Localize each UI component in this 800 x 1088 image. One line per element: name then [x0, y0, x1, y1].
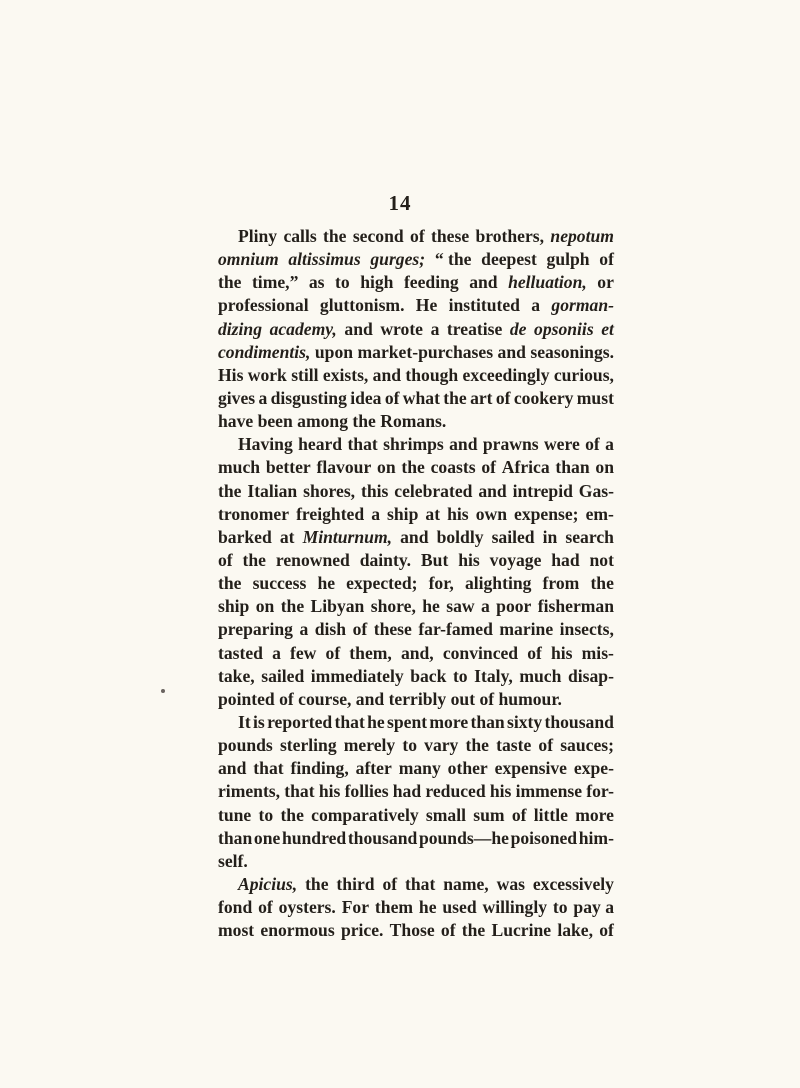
word: that	[253, 758, 284, 779]
word: as	[308, 272, 325, 293]
word: them	[374, 897, 414, 918]
text-line	[218, 387, 614, 410]
word: immense	[515, 781, 583, 802]
word: upon	[314, 341, 354, 362]
word: of	[440, 920, 456, 941]
word: of	[511, 804, 527, 825]
word: thousand	[347, 827, 418, 848]
word: He	[415, 295, 438, 316]
word: Italy,	[474, 665, 513, 686]
text-line	[218, 225, 614, 248]
word: gulph	[546, 249, 590, 270]
text-line	[218, 780, 614, 803]
word: and	[449, 434, 478, 455]
italic-word: et	[601, 318, 614, 339]
word: the	[280, 596, 305, 617]
word: curious,	[553, 364, 614, 385]
word: a	[258, 387, 268, 408]
word: sailed	[261, 665, 305, 686]
word: a	[480, 596, 490, 617]
word: convinced	[442, 642, 519, 663]
word: time,”	[251, 272, 299, 293]
word: sauces;	[560, 735, 614, 756]
word: him-	[578, 827, 614, 848]
word: his	[318, 781, 341, 802]
word: his	[447, 503, 469, 524]
word: vary	[424, 735, 459, 756]
word: that	[347, 434, 378, 455]
word: saw	[446, 596, 475, 617]
word: and	[478, 480, 507, 501]
word: though	[405, 364, 459, 385]
italic-word: gorman-	[551, 295, 614, 316]
word: Lucrine	[491, 920, 552, 941]
word: were	[543, 434, 580, 455]
word: dish	[314, 619, 347, 640]
word: own	[475, 503, 507, 524]
text-line	[218, 711, 614, 734]
word: sailed	[491, 526, 535, 547]
word: he	[317, 573, 336, 594]
italic-word: omnium	[218, 249, 279, 270]
word: intrepid	[512, 480, 573, 501]
word: he	[418, 897, 437, 918]
word: riments,	[218, 781, 281, 802]
word: shrimps	[383, 434, 444, 455]
word: far-famed	[418, 619, 493, 640]
word: the	[461, 920, 486, 941]
word: and	[497, 341, 526, 362]
word: marine	[499, 619, 554, 640]
text-line	[218, 549, 614, 572]
text-line	[218, 503, 614, 526]
text-line	[218, 642, 614, 665]
word: exceedingly	[462, 364, 550, 385]
word: sterling	[279, 735, 337, 756]
word: the	[305, 873, 329, 894]
word: a	[371, 503, 380, 524]
word: spent	[387, 711, 428, 732]
text-line	[218, 410, 614, 433]
word: merely	[343, 735, 396, 756]
word: Pliny	[238, 226, 278, 246]
word: to	[258, 804, 274, 825]
word: follies	[344, 781, 389, 802]
word: Having	[238, 434, 293, 455]
text-line	[218, 248, 614, 271]
italic-word: de	[509, 318, 527, 339]
word: sum	[473, 804, 505, 825]
word: fond	[218, 897, 253, 918]
word: sixty	[507, 711, 543, 732]
word: mis-	[581, 642, 614, 663]
italic-word: academy,	[269, 318, 337, 339]
text-line	[218, 873, 614, 896]
word: wrote	[380, 318, 423, 339]
word: price.	[340, 920, 384, 941]
word: self.	[218, 850, 248, 871]
word: gives	[218, 387, 256, 408]
word: to	[452, 665, 468, 686]
word: of	[325, 642, 341, 663]
text-line	[218, 318, 614, 341]
word: than	[555, 457, 590, 478]
word: the	[443, 387, 467, 408]
word: tasted	[218, 642, 263, 663]
word: Italian	[247, 480, 298, 501]
word: of	[495, 387, 511, 408]
text-line	[218, 271, 614, 294]
word: a	[272, 642, 281, 663]
word: from	[542, 573, 580, 594]
word: alighting	[464, 573, 532, 594]
word: he	[422, 596, 440, 617]
word: brothers,	[475, 226, 545, 246]
word: exists,	[322, 364, 369, 385]
italic-word: helluation,	[508, 272, 587, 293]
word: much	[218, 457, 261, 478]
word: a	[299, 619, 309, 640]
text-line	[218, 919, 614, 942]
word: willingly	[482, 897, 548, 918]
word: seasonings.	[530, 341, 614, 362]
word: Libyan	[310, 596, 365, 617]
word: pay a	[573, 897, 614, 918]
word: in	[542, 526, 558, 547]
word: tune	[218, 804, 252, 825]
word: little	[533, 804, 568, 825]
text-line	[218, 804, 614, 827]
text-line	[218, 294, 614, 317]
word: a	[531, 295, 541, 316]
italic-word: Apicius,	[238, 873, 298, 894]
word: and	[469, 272, 498, 293]
italic-word: nepotum	[550, 226, 614, 246]
word: them,	[349, 642, 392, 663]
word: enormous	[260, 920, 335, 941]
word: preparing	[218, 619, 293, 640]
word: name,	[443, 873, 489, 894]
word: of	[382, 873, 398, 894]
margin-speck	[161, 689, 165, 693]
word: the	[218, 272, 242, 293]
word: lake,	[557, 920, 594, 941]
word: second	[352, 226, 404, 246]
text-line	[218, 526, 614, 549]
word: these	[373, 619, 412, 640]
word: that	[334, 711, 365, 732]
word: than	[470, 711, 505, 732]
word: at	[425, 503, 441, 524]
word: of	[599, 249, 614, 270]
word: must	[576, 387, 614, 408]
word: reduced	[425, 781, 486, 802]
word: treatise	[446, 318, 503, 339]
text-line	[218, 595, 614, 618]
word: expense;	[514, 503, 579, 524]
word: renowned	[275, 549, 350, 570]
word: small	[425, 804, 466, 825]
word: what	[402, 387, 440, 408]
word: the	[590, 573, 614, 594]
word: or	[597, 272, 614, 293]
text-line	[218, 896, 614, 919]
word: of	[384, 387, 400, 408]
word: a	[430, 318, 440, 339]
word: em-	[585, 503, 614, 524]
word: barked	[218, 526, 272, 547]
word: celebrated	[394, 480, 473, 501]
word: for-	[586, 781, 614, 802]
word: the	[218, 573, 242, 594]
word: back	[410, 665, 447, 686]
word: and	[400, 526, 429, 547]
word: his	[458, 549, 480, 570]
word: voyage	[489, 549, 542, 570]
word: His	[218, 364, 244, 385]
italic-word: dizing	[218, 318, 263, 339]
word: thousand	[544, 711, 614, 732]
word: deepest	[481, 249, 537, 270]
word: gluttonism.	[319, 295, 405, 316]
word: for,	[428, 573, 454, 594]
word: Those	[389, 920, 435, 941]
text-line	[218, 827, 614, 850]
word: Africa	[501, 457, 550, 478]
word: one	[253, 827, 281, 848]
word: pounds—he	[418, 827, 509, 848]
word: Gas-	[578, 480, 614, 501]
word: many	[398, 758, 441, 779]
word: oysters.	[278, 897, 336, 918]
word: was	[496, 873, 525, 894]
word: instituted	[448, 295, 520, 316]
word: shores,	[303, 480, 356, 501]
word: of	[410, 226, 425, 246]
word: poor	[496, 596, 532, 617]
word: poisoned	[510, 827, 578, 848]
word: of	[527, 642, 542, 663]
word: coasts	[430, 457, 476, 478]
word: cookery	[513, 387, 574, 408]
word: taste	[496, 735, 532, 756]
word: of	[481, 457, 496, 478]
word: used	[442, 897, 477, 918]
text-line	[218, 665, 614, 688]
word: have been among the Romans.	[218, 411, 447, 432]
word: to	[335, 272, 350, 293]
word: high	[360, 272, 394, 293]
text-line	[218, 850, 614, 873]
word: after	[355, 758, 392, 779]
word: on	[255, 596, 275, 617]
word: of	[599, 920, 614, 941]
word: other	[447, 758, 488, 779]
text-line	[218, 341, 614, 364]
word: immediately	[310, 665, 404, 686]
word: heard	[298, 434, 343, 455]
word: to	[552, 897, 568, 918]
text-line	[218, 618, 614, 641]
word: success	[252, 573, 307, 594]
word: his	[551, 642, 573, 663]
word: at	[279, 526, 295, 547]
text-line	[218, 688, 614, 711]
word: tronomer	[218, 503, 290, 524]
word: excessively	[532, 873, 614, 894]
word: fisherman	[537, 596, 614, 617]
word: feeding	[403, 272, 459, 293]
word: than	[218, 827, 253, 848]
word: prawns	[482, 434, 539, 455]
word: freighted	[296, 503, 365, 524]
word: expensive	[494, 758, 567, 779]
word: pointed of course, and terribly out of humour.	[218, 688, 562, 709]
word: few	[290, 642, 317, 663]
word: professional	[218, 295, 309, 316]
word: expected;	[346, 573, 418, 594]
word: ship	[218, 596, 250, 617]
text-line	[218, 480, 614, 503]
word: that	[405, 873, 436, 894]
word: insects,	[559, 619, 614, 640]
word: he	[367, 711, 385, 732]
italic-word: condimentis,	[218, 341, 311, 362]
word: most	[218, 920, 255, 941]
word: this	[360, 480, 389, 501]
word: expe-	[573, 758, 614, 779]
word: reported	[267, 711, 333, 732]
word: the	[280, 804, 304, 825]
word: on	[595, 457, 614, 478]
word: pounds	[218, 735, 273, 756]
word: a	[605, 434, 614, 455]
word: these	[431, 226, 470, 246]
word: that	[284, 781, 315, 802]
word: ship	[387, 503, 419, 524]
word: better	[265, 457, 311, 478]
word: shore,	[370, 596, 416, 617]
word: the	[242, 549, 266, 570]
word: more	[429, 711, 469, 732]
word: search	[565, 526, 614, 547]
italic-word: altissimus	[288, 249, 361, 270]
word: more	[575, 804, 614, 825]
word: to	[402, 735, 418, 756]
text-line	[218, 364, 614, 387]
word: the	[323, 226, 347, 246]
italic-word: Minturnum,	[302, 526, 393, 547]
word: the	[401, 457, 425, 478]
text-line	[218, 433, 614, 456]
word: third	[336, 873, 375, 894]
word: of	[538, 735, 554, 756]
word: and,	[400, 642, 434, 663]
word: market-purchases	[357, 341, 494, 362]
word: dainty.	[359, 549, 412, 570]
word: But	[420, 549, 449, 570]
word: much	[519, 665, 562, 686]
word: on	[377, 457, 396, 478]
word: is	[253, 711, 265, 732]
text-line	[218, 734, 614, 757]
word: comparatively	[311, 804, 419, 825]
text-line	[218, 757, 614, 780]
italic-word: gurges;	[370, 249, 426, 270]
word: and	[218, 758, 247, 779]
word: calls	[283, 226, 317, 246]
word: his	[489, 781, 512, 802]
word: hundred	[281, 827, 347, 848]
word: had	[551, 549, 580, 570]
word: the	[218, 480, 242, 501]
word: and	[344, 318, 373, 339]
word: disgusting	[270, 387, 347, 408]
word: still	[291, 364, 319, 385]
word: of	[585, 434, 600, 455]
word: art	[470, 387, 493, 408]
word: idea	[350, 387, 382, 408]
word: disap-	[567, 665, 614, 686]
word: and	[372, 364, 402, 385]
page-number: 14	[388, 191, 412, 215]
word: “ the	[434, 249, 472, 270]
italic-word: opsoniis	[534, 318, 594, 339]
word: had	[392, 781, 422, 802]
word: of	[258, 897, 273, 918]
word: the	[465, 735, 489, 756]
word: of	[352, 619, 368, 640]
word: finding,	[290, 758, 349, 779]
word: For	[341, 897, 370, 918]
word: flavour	[316, 457, 372, 478]
word: take,	[218, 665, 255, 686]
word: work	[247, 364, 287, 385]
body-text	[218, 225, 614, 942]
word: boldly	[436, 526, 484, 547]
word: not	[589, 549, 614, 570]
text-line	[218, 572, 614, 595]
text-line	[218, 456, 614, 479]
word: It	[238, 711, 251, 732]
word: of	[218, 549, 233, 570]
